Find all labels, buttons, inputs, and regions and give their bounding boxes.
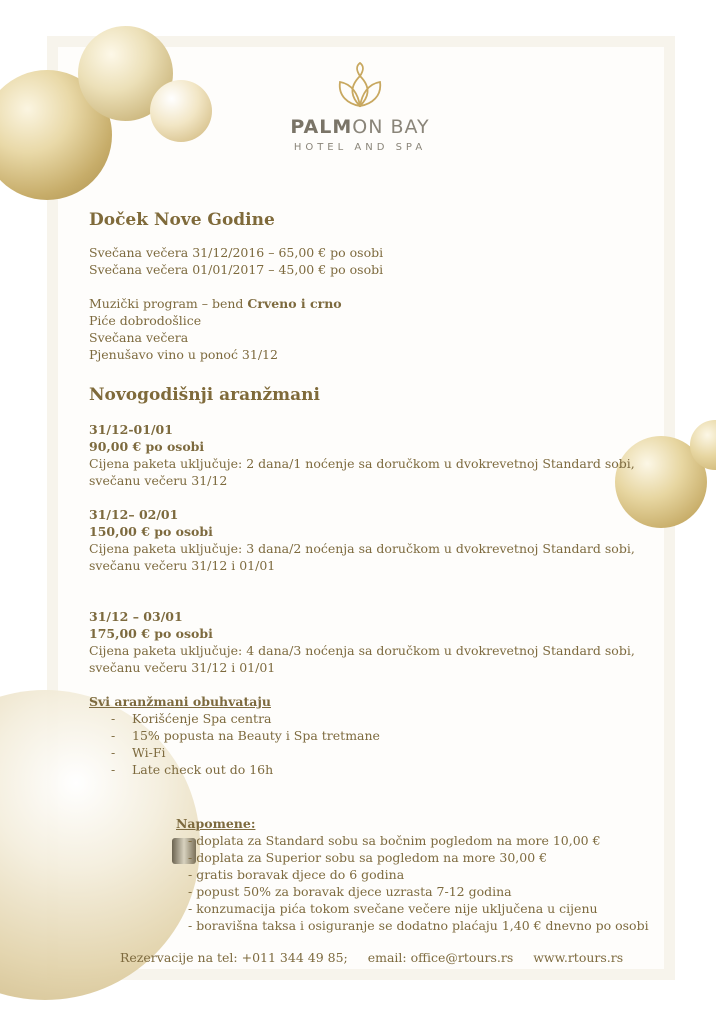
package-dates: 31/12– 02/01 (89, 507, 179, 522)
main-content (89, 208, 649, 778)
note-line: - gratis boravak djece do 6 godina (188, 867, 405, 882)
list-item: - 15% popusta na Beauty i Spa tretmane (111, 728, 380, 743)
band-name: Crveno i crno (247, 296, 342, 311)
includes-title: Svi aranžmani obuhvataju (89, 694, 271, 709)
list-item-text: Korišćenje Spa centra (132, 711, 272, 726)
package-desc: svečanu večeru 31/12 i 01/01 (89, 558, 276, 573)
package-price: 90,00 € po osobi (89, 439, 205, 454)
list-item-text: Wi-Fi (132, 745, 166, 760)
section-title-new-year: Doček Nove Godine (89, 210, 275, 230)
list-item: - Late check out do 16h (111, 762, 274, 777)
package-desc: Cijena paketa uključuje: 2 dana/1 noćenje sa doručkom u dvokrevetnoj Standard sobi, (89, 456, 635, 471)
brand-suffix: ON BAY (352, 116, 430, 138)
package-price: 150,00 € po osobi (89, 524, 213, 539)
package-item (89, 506, 649, 574)
note-line: - popust 50% za boravak djece uzrasta 7-12 godina (188, 884, 512, 899)
extra-line: Pjenušavo vino u ponoć 31/12 (89, 347, 278, 362)
package-dates: 31/12-01/01 (89, 422, 173, 437)
brand-prefix: PALM (290, 116, 353, 138)
ornament-ball (150, 80, 212, 142)
list-item: - Korišćenje Spa centra (111, 711, 272, 726)
brand-name (260, 116, 460, 138)
package-desc: Cijena paketa uključuje: 4 dana/3 noćenja sa doručkom u dvokrevetnoj Standard sobi, (89, 643, 635, 658)
includes-list (89, 710, 649, 778)
section-title-packages: Novogodišnji aranžmani (89, 385, 320, 405)
dinner-line: Svečana večera 01/01/2017 – 45,00 € po osobi (89, 262, 384, 277)
footer-email: email: office@rtours.rs (367, 950, 514, 965)
note-line: - doplata za Standard sobu sa bočnim pogledom na more 10,00 € (188, 833, 601, 848)
dinner-line: Svečana večera 31/12/2016 – 65,00 € po osobi (89, 245, 384, 260)
package-desc: svečanu večeru 31/12 i 01/01 (89, 660, 276, 675)
package-desc: svečanu večeru 31/12 (89, 473, 228, 488)
package-item (89, 421, 649, 489)
footer-contacts (120, 950, 639, 965)
footer-phone: Rezervacije na tel: +011 344 49 85; (120, 950, 348, 965)
palm-leaf-icon (334, 62, 386, 108)
list-item: - Wi-Fi (111, 745, 166, 760)
package-desc: Cijena paketa uključuje: 3 dana/2 noćenja sa doručkom u dvokrevetnoj Standard sobi, (89, 541, 635, 556)
list-item-text: Late check out do 16h (132, 762, 274, 777)
extra-line: Piće dobrodošlice (89, 313, 202, 328)
package-item (89, 608, 649, 676)
brand-subtitle: HOTEL AND SPA (293, 142, 427, 153)
package-dates: 31/12 – 03/01 (89, 609, 183, 624)
list-item-text: 15% popusta na Beauty i Spa tretmane (132, 728, 380, 743)
package-price: 175,00 € po osobi (89, 626, 213, 641)
hotel-logo (260, 62, 460, 153)
music-line (89, 295, 649, 312)
note-line: - boravišna taksa i osiguranje se dodatno plaćaju 1,40 € dnevno po osobi (188, 918, 649, 933)
footer-website: www.rtours.rs (533, 950, 624, 965)
extra-line: Svečana večera (89, 330, 189, 345)
music-label: Muzički program – bend (89, 296, 248, 311)
note-line: - doplata za Superior sobu sa pogledom na more 30,00 € (188, 850, 548, 865)
notes-section (176, 815, 649, 934)
note-line: - konzumacija pića tokom svečane večere nije uključena u cijenu (188, 901, 598, 916)
notes-title: Napomene: (176, 816, 256, 831)
